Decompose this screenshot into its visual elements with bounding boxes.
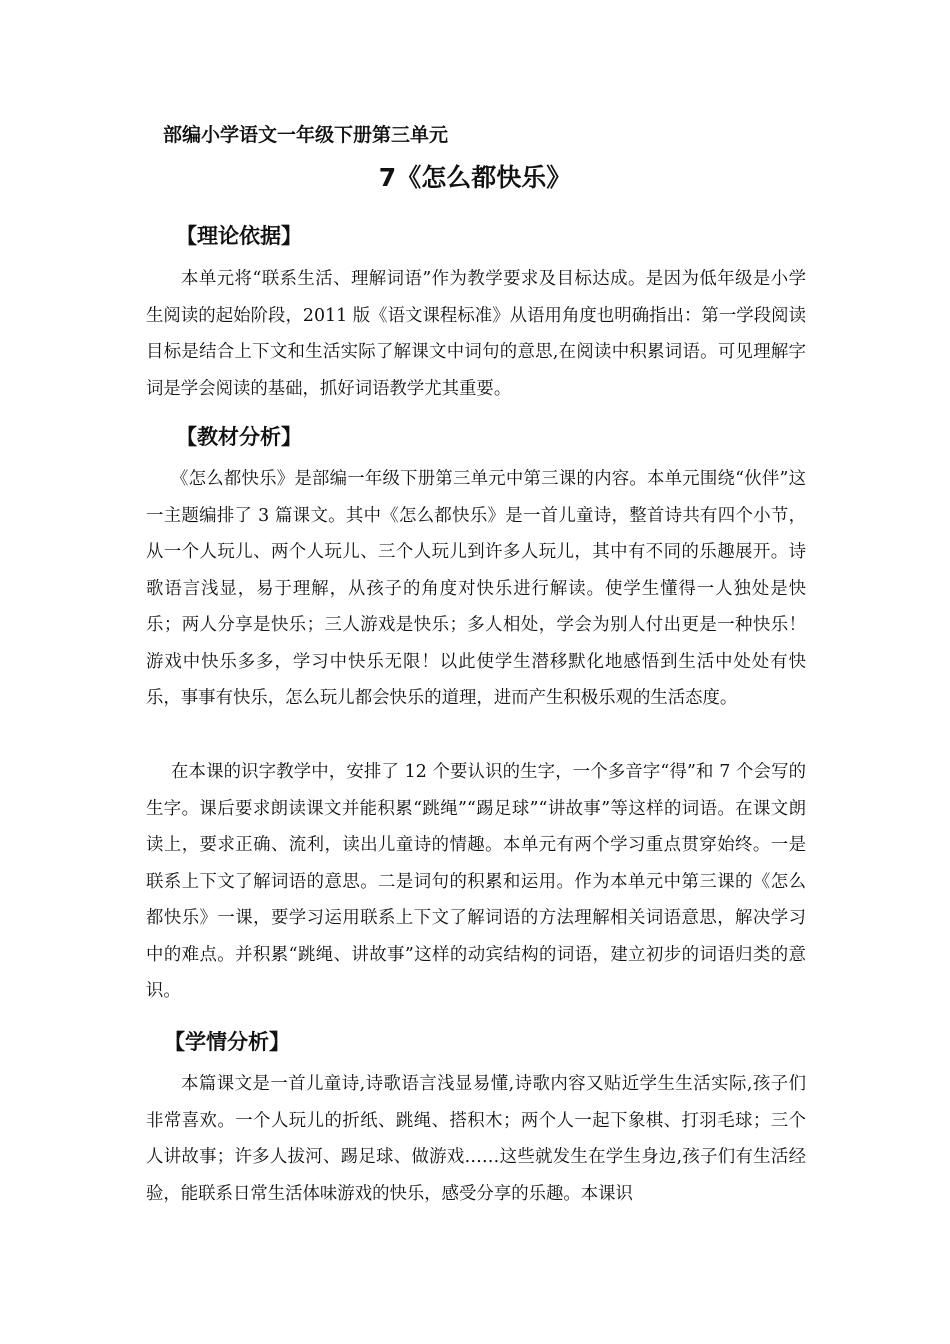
section-heading-textbook-analysis: 【教材分析】 [176,425,302,449]
document-header-line: 部编小学语文一年级下册第三单元 [163,124,449,146]
section-heading-student-analysis: 【学情分析】 [164,1030,290,1054]
paragraph-theory: 本单元将“联系生活、理解词语”作为教学要求及目标达成。是因为低年级是小学生阅读的起始阶段，2011 版《语文课程标准》从语用角度也明确指出：第一学段阅读目标是结合上下文和生活实际了解课文中词句的意思,在阅读中积累词语。可见理解字词是学会阅读的基础，抓好词语教学尤其重要。 [146,269,806,399]
paragraph-textbook-analysis-1: 《怎么都快乐》是部编一年级下册第三单元中第三课的内容。本单元围绕“伙伴”这一主题编排了 3 篇课文。其中《怎么都快乐》是一首儿童诗，整首诗共有四个小节，从一个人玩儿、两个人玩儿、三个人玩儿到许多人玩儿，其中有不同的乐趣展开。诗歌语言浅显，易于理解，从孩子的角度对快乐进行解读。使学生懂得一人独处是快乐；两人分享是快乐；三人游戏是快乐；多人相处，学会为别人付出更是一种快乐！游戏中快乐多多，学习中快乐无限！以此使学生潜移默化地感悟到生活中处处有快乐，事事有快乐，怎么玩儿都会快乐的道理，进而产生积极乐观的生活态度。 [146,469,806,708]
section-heading-theory: 【理论依据】 [176,224,302,248]
paragraph-student-analysis: 本篇课文是一首儿童诗,诗歌语言浅显易懂,诗歌内容又贴近学生生活实际,孩子们非常喜欢。一个人玩儿的折纸、跳绳、搭积木；两个人一起下象棋、打羽毛球；三个人讲故事；许多人拔河、踢足球、做游戏……这些就发生在学生身边,孩子们有生活经验，能联系日常生活体味游戏的快乐，感受分享的乐趣。本课识 [146,1074,806,1204]
paragraph-textbook-analysis-2: 在本课的识字教学中，安排了 12 个要认识的生字，一个多音字“得”和 7 个会写的生字。课后要求朗读课文并能积累“跳绳”“踢足球”“讲故事”等这样的词语。在课文朗读上，要求正确、流利，读出儿童诗的情趣。本单元有两个学习重点贯穿始终。一是联系上下文了解词语的意思。二是词句的积累和运用。作为本单元中第三课的《怎么都快乐》一课，要学习运用联系上下文了解词语的方法理解相关词语意思，解决学习中的难点。并积累“跳绳、讲故事”这样的动宾结构的词语，建立初步的词语归类的意识。 [146,762,806,1001]
document-title: 7《怎么都快乐》 [378,163,572,192]
